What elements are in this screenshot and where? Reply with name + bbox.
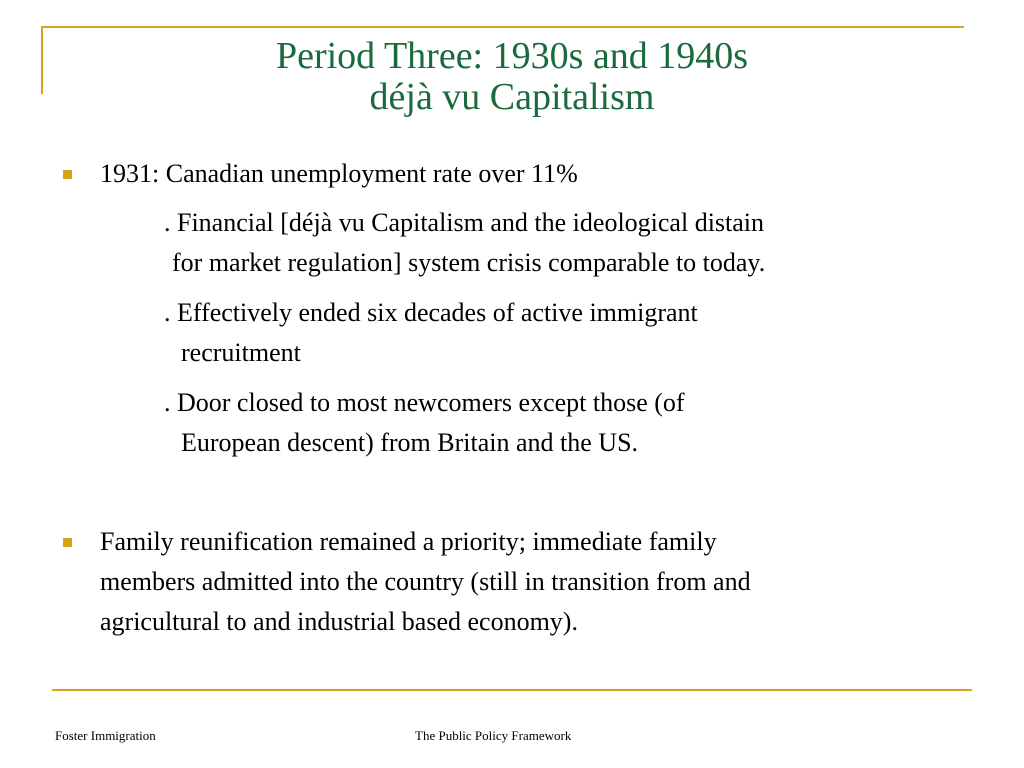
slide-title xyxy=(150,36,874,118)
subpoint-1-line-2: for market regulation] system crisis comparable to today. xyxy=(172,248,766,277)
frame-top-rule xyxy=(42,26,964,28)
footer-left: Foster Immigration xyxy=(55,728,156,743)
bullet-1-text: 1931: Canadian unemployment rate over 11% xyxy=(100,159,578,188)
subpoint-1-line-1: . Financial [déjà vu Capitalism and the ideological distain xyxy=(164,208,765,237)
subpoint-3-line-2: European descent) from Britain and the US. xyxy=(181,428,639,457)
subpoint-2-line-1: . Effectively ended six decades of active immigrant xyxy=(164,298,698,327)
bullet-square-icon xyxy=(63,170,72,179)
bullet-2-line-1: Family reunification remained a priority; immediate family xyxy=(100,527,717,556)
bullet-2-line-3: agricultural to and industrial based economy). xyxy=(100,607,578,636)
subpoint-3 xyxy=(164,383,685,463)
title-line-1: Period Three: 1930s and 1940s xyxy=(275,35,749,77)
footer-rule xyxy=(52,689,972,691)
bullet-2-line-2: members admitted into the country (still in transition from and xyxy=(100,567,751,596)
bullet-square-icon xyxy=(63,538,72,547)
subpoint-2-line-2: recruitment xyxy=(181,338,301,367)
frame-left-rule xyxy=(41,26,43,94)
subpoint-3-line-1: . Door closed to most newcomers except those (of xyxy=(164,388,685,417)
footer-center: The Public Policy Framework xyxy=(415,728,572,743)
subpoint-1 xyxy=(164,203,765,283)
bullet-2-text xyxy=(100,522,751,642)
title-line-2: déjà vu Capitalism xyxy=(369,76,655,118)
subpoint-2 xyxy=(164,293,698,373)
